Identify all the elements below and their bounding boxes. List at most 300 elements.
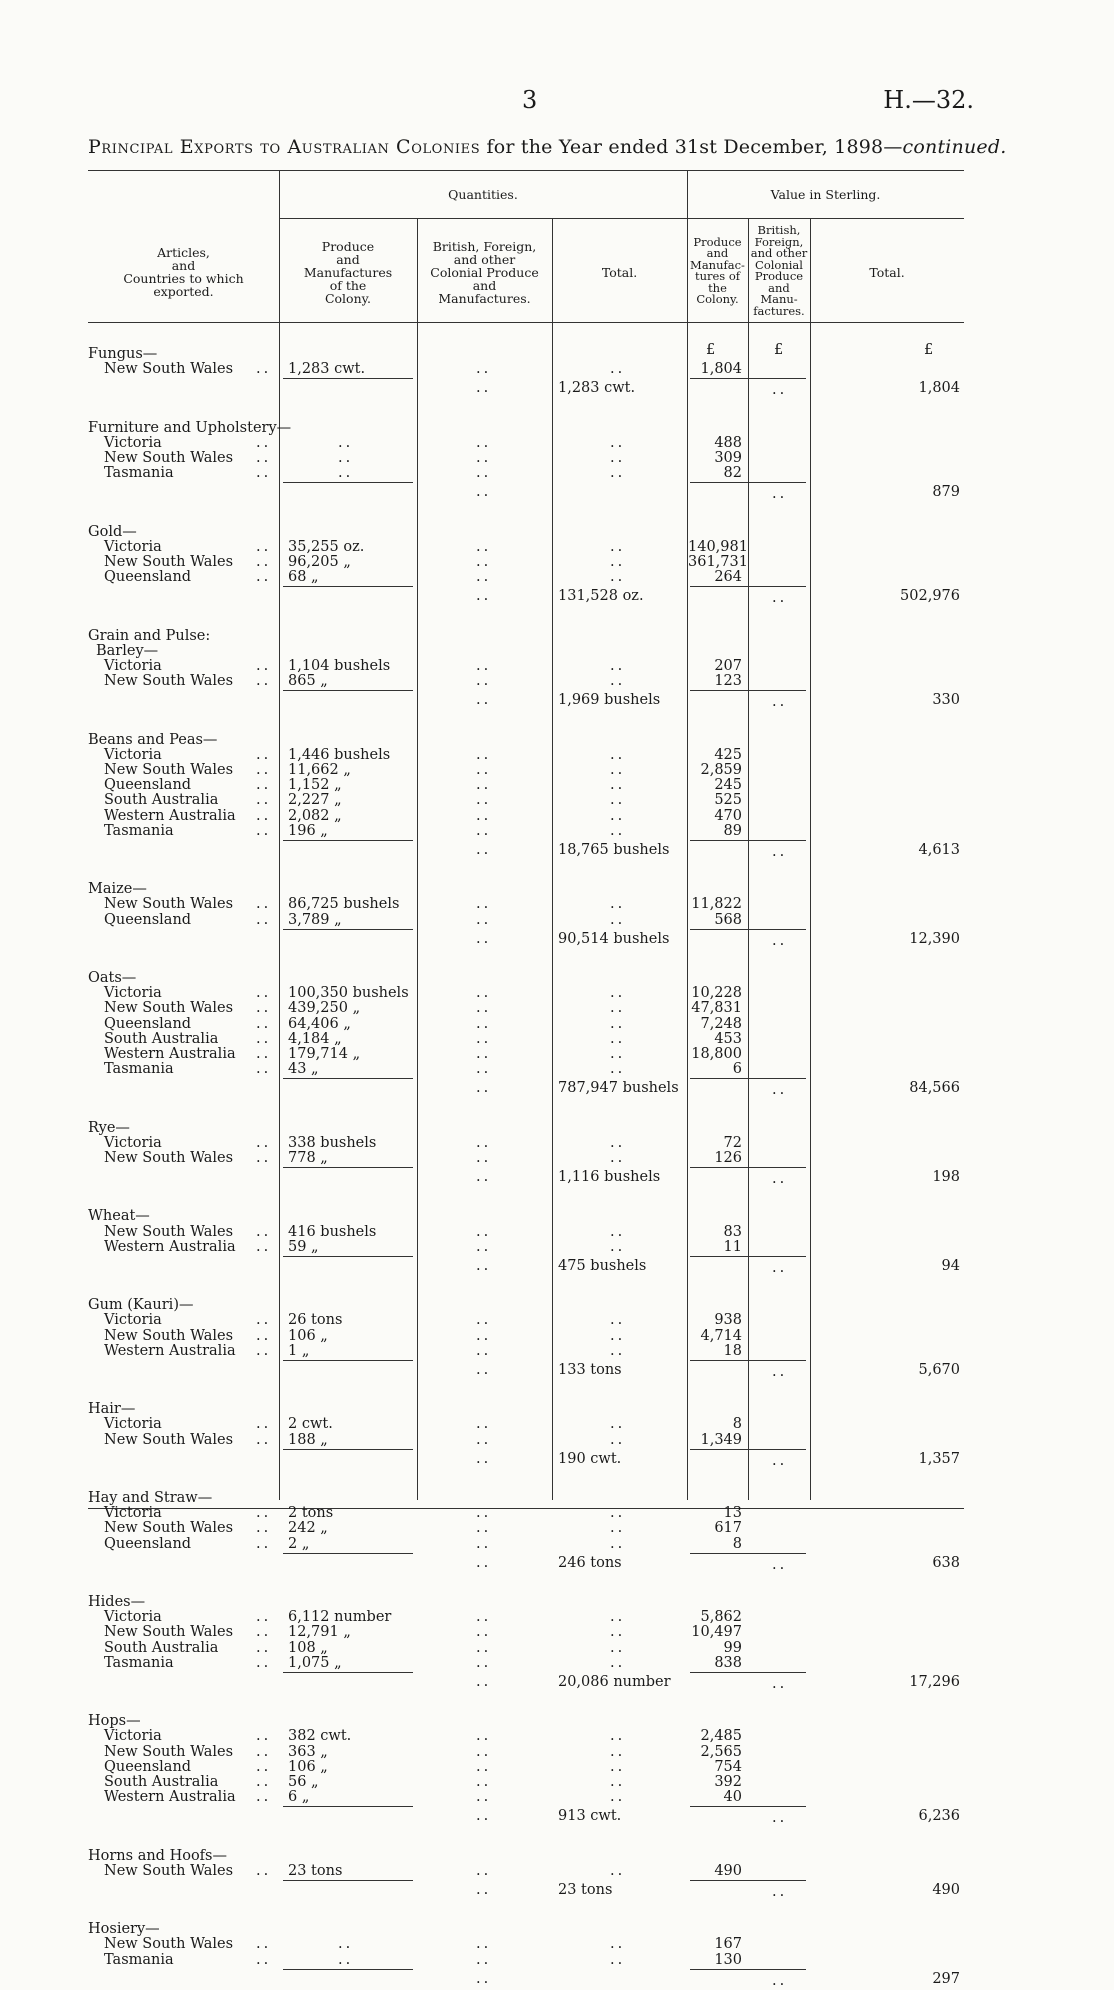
row-country: South Australia xyxy=(104,792,219,809)
row-leader-dots: .. xyxy=(256,1774,272,1790)
row-country: Western Australia xyxy=(104,1789,236,1806)
subtotal-rule-qty xyxy=(283,840,413,841)
row-british-empty: .. xyxy=(476,1431,492,1448)
total-british-empty: .. xyxy=(476,1554,492,1571)
header-bottom-rule xyxy=(88,322,964,323)
group-total-value: 5,670 xyxy=(918,1362,960,1378)
row-quantity: 865 „ xyxy=(288,673,328,690)
row-value: 7,248 xyxy=(700,1015,742,1032)
row-total-empty: .. xyxy=(610,538,626,555)
row-leader-dots: .. xyxy=(256,1150,272,1166)
row-country: Victoria xyxy=(104,746,162,763)
row-country: Tasmania xyxy=(104,465,174,482)
row-british-empty: .. xyxy=(476,1936,492,1953)
row-british-empty: .. xyxy=(476,1223,492,1240)
row-leader-dots: .. xyxy=(256,1609,272,1626)
row-quantity: 96,205 „ xyxy=(288,554,351,570)
row-country: New South Wales xyxy=(104,1743,234,1760)
row-country: Victoria xyxy=(104,1312,162,1329)
row-value: 264 xyxy=(714,569,742,586)
row-total-empty: .. xyxy=(610,896,626,913)
row-total-empty: .. xyxy=(610,450,626,466)
row-total-empty: .. xyxy=(610,1639,626,1656)
row-quantity: 188 „ xyxy=(288,1431,328,1448)
subtotal-rule-value xyxy=(690,1167,806,1168)
row-total-empty: .. xyxy=(610,1342,626,1359)
row-leader-dots: .. xyxy=(256,1505,272,1522)
header-value-in-sterling: Value in Sterling. xyxy=(770,186,881,202)
total-british-empty: .. xyxy=(476,1258,492,1274)
row-leader-dots: .. xyxy=(256,1639,272,1656)
row-country: South Australia xyxy=(104,1030,219,1047)
row-value: 47,831 xyxy=(691,1000,742,1017)
header-value-british: British, Foreign, and other Colonial Produce and Manu- factures. xyxy=(750,223,808,318)
row-total-empty: .. xyxy=(610,762,626,778)
total-british-empty: .. xyxy=(476,1080,492,1097)
total-value-british-empty: .. xyxy=(772,844,788,860)
total-value-british-empty: .. xyxy=(772,382,788,399)
row-total-empty: .. xyxy=(610,1030,626,1047)
page-reference: H.—32. xyxy=(883,86,974,114)
row-value: 18,800 xyxy=(691,1046,742,1062)
row-quantity: 363 „ xyxy=(288,1743,328,1760)
row-total-empty: .. xyxy=(610,673,626,690)
total-value-british-empty: .. xyxy=(772,1972,788,1989)
row-quantity: 439,250 „ xyxy=(288,1000,361,1017)
header-articles: Articles, and Countries to which exported. xyxy=(123,245,244,299)
header-value-produce: Produce and Manufac- tures of the Colony. xyxy=(690,234,745,306)
total-british-empty: .. xyxy=(476,1882,492,1898)
total-british-empty: .. xyxy=(476,1362,492,1378)
row-leader-dots: .. xyxy=(256,1327,272,1344)
group-title: Hosiery— xyxy=(88,1921,160,1938)
group-total-value: 879 xyxy=(932,484,960,501)
subtotal-rule-value xyxy=(690,1256,806,1257)
row-quantity: 68 „ xyxy=(288,569,319,586)
total-british-empty: .. xyxy=(476,588,492,605)
row-british-empty: .. xyxy=(476,538,492,555)
row-leader-dots: .. xyxy=(256,361,272,378)
group-total-value: 490 xyxy=(932,1882,960,1898)
group-title: Beans and Peas— xyxy=(88,731,218,748)
row-british-empty: .. xyxy=(476,985,492,1002)
row-total-empty: .. xyxy=(610,658,626,674)
row-british-empty: .. xyxy=(476,896,492,913)
row-country: South Australia xyxy=(104,1639,219,1656)
subtotal-rule-qty xyxy=(283,378,413,379)
row-country: Victoria xyxy=(104,1505,162,1522)
subtotal-rule-qty xyxy=(283,1078,413,1079)
row-total-empty: .. xyxy=(610,1936,626,1953)
row-total-empty: .. xyxy=(610,1000,626,1017)
row-leader-dots: .. xyxy=(256,1535,272,1552)
row-leader-dots: .. xyxy=(256,1520,272,1537)
row-leader-dots: .. xyxy=(256,1624,272,1641)
row-country: Victoria xyxy=(104,434,162,451)
row-value: 392 xyxy=(714,1774,742,1790)
row-value: 2,565 xyxy=(700,1743,742,1760)
row-country: Victoria xyxy=(104,1416,162,1433)
group-title: Hides— xyxy=(88,1594,146,1610)
row-leader-dots: .. xyxy=(256,1789,272,1806)
row-country: Victoria xyxy=(104,658,162,674)
row-british-empty: .. xyxy=(476,1639,492,1656)
row-total-empty: .. xyxy=(610,1609,626,1626)
row-country: Queensland xyxy=(104,569,192,586)
row-leader-dots: .. xyxy=(256,1238,272,1255)
group-total-value: 6,236 xyxy=(918,1808,960,1825)
row-quantity: 106 „ xyxy=(288,1327,328,1344)
row-country: Queensland xyxy=(104,777,192,794)
group-total-value: 4,613 xyxy=(918,842,960,858)
group-total-value: 198 xyxy=(932,1169,960,1186)
row-quantity: 106 „ xyxy=(288,1758,328,1775)
row-quantity: 1,104 bushels xyxy=(288,658,391,674)
row-country: New South Wales xyxy=(104,450,234,466)
subtotal-rule-qty xyxy=(283,690,413,691)
row-value: 525 xyxy=(714,792,742,809)
row-total-empty: .. xyxy=(610,911,626,928)
subtotal-rule-qty xyxy=(283,1256,413,1257)
group-title: Maize— xyxy=(88,881,147,898)
row-british-empty: .. xyxy=(476,434,492,451)
row-total-empty: .. xyxy=(610,1431,626,1448)
group-title: Hops— xyxy=(88,1713,141,1730)
subtotal-rule-qty xyxy=(283,1553,413,1554)
subtotal-rule-value xyxy=(690,690,806,691)
pound-sign-total: £ xyxy=(924,342,934,358)
row-quantity: 1,152 „ xyxy=(288,777,342,794)
row-quantity: 1,283 cwt. xyxy=(288,361,366,378)
row-value: 130 xyxy=(714,1951,742,1968)
row-value: 82 xyxy=(723,465,742,482)
row-country: New South Wales xyxy=(104,1624,234,1641)
row-british-empty: .. xyxy=(476,1046,492,1062)
total-british-empty: .. xyxy=(476,1674,492,1690)
row-value: 245 xyxy=(714,777,742,794)
group-title: Furniture and Upholstery— xyxy=(88,419,292,436)
row-value: 8 xyxy=(732,1416,742,1433)
row-british-empty: .. xyxy=(476,465,492,482)
row-value: 6 xyxy=(732,1061,742,1078)
page-number: 3 xyxy=(522,86,538,114)
row-country: Tasmania xyxy=(104,1654,174,1671)
row-total-empty: .. xyxy=(610,1520,626,1537)
pound-sign-produce: £ xyxy=(706,342,716,358)
row-quantity: 3,789 „ xyxy=(288,911,342,928)
row-quantity: 416 bushels xyxy=(288,1223,377,1240)
row-british-empty: .. xyxy=(476,1416,492,1433)
group-title: Oats— xyxy=(88,970,137,986)
row-qty-empty: .. xyxy=(338,434,354,451)
row-total-empty: .. xyxy=(610,1416,626,1433)
row-country: New South Wales xyxy=(104,1223,234,1240)
row-value: 8 xyxy=(732,1535,742,1552)
row-value: 754 xyxy=(714,1758,742,1775)
row-country: New South Wales xyxy=(104,1327,234,1344)
title-period: for the Year ended 31st December, 1898— xyxy=(480,136,903,158)
row-country: Tasmania xyxy=(104,1061,174,1078)
row-quantity: 179,714 „ xyxy=(288,1046,361,1062)
row-value: 11,822 xyxy=(691,896,742,913)
row-country: New South Wales xyxy=(104,1000,234,1017)
subtotal-rule-qty xyxy=(283,1806,413,1807)
row-quantity: 778 „ xyxy=(288,1150,328,1166)
group-total-value: 502,976 xyxy=(900,588,960,605)
row-quantity: 108 „ xyxy=(288,1639,328,1656)
row-value: 470 xyxy=(714,807,742,824)
row-british-empty: .. xyxy=(476,569,492,586)
row-total-empty: .. xyxy=(610,777,626,794)
subtotal-rule-qty xyxy=(283,1969,413,1970)
table-bottom-rule xyxy=(88,1508,964,1509)
row-total-empty: .. xyxy=(610,1505,626,1522)
row-british-empty: .. xyxy=(476,361,492,378)
row-value: 1,349 xyxy=(700,1431,742,1448)
row-leader-dots: .. xyxy=(256,658,272,674)
row-country: New South Wales xyxy=(104,1936,234,1953)
row-country: Queensland xyxy=(104,1758,192,1775)
total-british-empty: .. xyxy=(476,842,492,858)
group-total-quantity: 131,528 oz. xyxy=(558,588,644,605)
row-leader-dots: .. xyxy=(256,746,272,763)
total-value-british-empty: .. xyxy=(772,932,788,949)
row-value: 83 xyxy=(723,1223,742,1240)
subtotal-rule-value xyxy=(690,1360,806,1361)
row-quantity: 2 tons xyxy=(288,1505,334,1522)
row-value: 89 xyxy=(723,822,742,839)
subtotal-rule-value xyxy=(690,586,806,587)
row-british-empty: .. xyxy=(476,1134,492,1151)
total-british-empty: .. xyxy=(476,1169,492,1186)
row-country: Victoria xyxy=(104,1609,162,1626)
row-total-empty: .. xyxy=(610,1951,626,1968)
row-total-empty: .. xyxy=(610,569,626,586)
row-leader-dots: .. xyxy=(256,1134,272,1151)
row-leader-dots: .. xyxy=(256,1862,272,1879)
row-leader-dots: .. xyxy=(256,1951,272,1968)
row-total-empty: .. xyxy=(610,1758,626,1775)
row-total-empty: .. xyxy=(610,1728,626,1745)
row-british-empty: .. xyxy=(476,822,492,839)
row-quantity: 1 „ xyxy=(288,1342,310,1359)
row-country: Queensland xyxy=(104,911,192,928)
row-country: Tasmania xyxy=(104,1951,174,1968)
row-country: New South Wales xyxy=(104,673,234,690)
row-total-empty: .. xyxy=(610,1061,626,1078)
row-leader-dots: .. xyxy=(256,1431,272,1448)
group-total-quantity: 787,947 bushels xyxy=(558,1080,679,1097)
group-total-value: 638 xyxy=(932,1554,960,1571)
row-quantity: 1,446 bushels xyxy=(288,746,391,763)
subtotal-rule-qty xyxy=(283,482,413,483)
col-divider-5 xyxy=(748,218,749,1500)
group-total-quantity: 90,514 bushels xyxy=(558,930,670,947)
group-title: Wheat— xyxy=(88,1208,150,1225)
group-total-value: 330 xyxy=(932,692,960,709)
row-total-empty: .. xyxy=(610,1015,626,1032)
row-country: New South Wales xyxy=(104,896,234,913)
row-value: 617 xyxy=(714,1520,742,1537)
row-total-empty: .. xyxy=(610,434,626,451)
row-british-empty: .. xyxy=(476,1951,492,1968)
row-country: Victoria xyxy=(104,538,162,555)
row-british-empty: .. xyxy=(476,1862,492,1879)
total-british-empty: .. xyxy=(476,1450,492,1467)
row-qty-empty: .. xyxy=(338,1936,354,1953)
group-total-quantity: 475 bushels xyxy=(558,1258,647,1274)
total-value-british-empty: .. xyxy=(772,1452,788,1469)
row-leader-dots: .. xyxy=(256,1223,272,1240)
row-total-empty: .. xyxy=(610,1327,626,1344)
subtotal-rule-value xyxy=(690,840,806,841)
subtotal-rule-value xyxy=(690,1449,806,1450)
row-value: 4,714 xyxy=(700,1327,742,1344)
subtotal-rule-value xyxy=(690,378,806,379)
group-total-quantity: 1,283 cwt. xyxy=(558,380,636,397)
group-total-quantity: 190 cwt. xyxy=(558,1450,622,1467)
row-leader-dots: .. xyxy=(256,1015,272,1032)
row-british-empty: .. xyxy=(476,1774,492,1790)
subtotal-rule-value xyxy=(690,1672,806,1673)
row-total-empty: .. xyxy=(610,1223,626,1240)
row-british-empty: .. xyxy=(476,1505,492,1522)
row-british-empty: .. xyxy=(476,1061,492,1078)
row-total-empty: .. xyxy=(610,1150,626,1166)
row-total-empty: .. xyxy=(610,1312,626,1329)
row-quantity: 35,255 oz. xyxy=(288,538,365,555)
subtotal-rule-qty xyxy=(283,1449,413,1450)
subtotal-rule-qty xyxy=(283,586,413,587)
row-quantity: 6 „ xyxy=(288,1789,310,1806)
row-value: 5,862 xyxy=(700,1609,742,1626)
row-quantity: 59 „ xyxy=(288,1238,319,1255)
row-leader-dots: .. xyxy=(256,1046,272,1062)
row-quantity: 12,791 „ xyxy=(288,1624,351,1641)
subtotal-rule-qty xyxy=(283,929,413,930)
row-country: New South Wales xyxy=(104,554,234,570)
title-continued: continued. xyxy=(902,136,1007,158)
row-leader-dots: .. xyxy=(256,1312,272,1329)
row-quantity: 2,227 „ xyxy=(288,792,342,809)
row-qty-empty: .. xyxy=(338,465,354,482)
row-british-empty: .. xyxy=(476,1238,492,1255)
row-value: 10,497 xyxy=(691,1624,742,1641)
row-total-empty: .. xyxy=(610,1238,626,1255)
row-leader-dots: .. xyxy=(256,1342,272,1359)
group-title: Rye— xyxy=(88,1119,130,1136)
row-british-empty: .. xyxy=(476,777,492,794)
row-value: 1,804 xyxy=(700,361,742,378)
row-country: Victoria xyxy=(104,985,162,1002)
group-title: Fungus— xyxy=(88,346,158,362)
total-value-british-empty: .. xyxy=(772,486,788,503)
row-leader-dots: .. xyxy=(256,807,272,824)
row-value: 11 xyxy=(723,1238,742,1255)
row-country: Western Australia xyxy=(104,807,236,824)
row-leader-dots: .. xyxy=(256,777,272,794)
row-british-empty: .. xyxy=(476,450,492,466)
total-value-british-empty: .. xyxy=(772,694,788,711)
header-value-total: Total. xyxy=(869,264,905,280)
row-qty-empty: .. xyxy=(338,1951,354,1968)
subtotal-rule-qty xyxy=(283,1672,413,1673)
row-quantity: 86,725 bushels xyxy=(288,896,400,913)
row-leader-dots: .. xyxy=(256,762,272,778)
row-total-empty: .. xyxy=(610,1535,626,1552)
group-title: Hay and Straw— xyxy=(88,1490,213,1506)
group-total-value: 84,566 xyxy=(909,1080,960,1097)
subtotal-rule-value xyxy=(690,1078,806,1079)
row-leader-dots: .. xyxy=(256,554,272,570)
row-value: 126 xyxy=(714,1150,742,1166)
title-main: Principal Exports to Australian Colonies xyxy=(88,136,481,158)
subtotal-rule-qty xyxy=(283,1880,413,1881)
group-subtitle: Barley— xyxy=(96,642,159,659)
row-value: 10,228 xyxy=(691,985,742,1002)
row-quantity: 2,082 „ xyxy=(288,807,342,824)
total-value-british-empty: .. xyxy=(772,1884,788,1900)
pound-sign-british: £ xyxy=(774,342,784,358)
row-leader-dots: .. xyxy=(256,538,272,555)
row-total-empty: .. xyxy=(610,1774,626,1790)
total-value-british-empty: .. xyxy=(772,1810,788,1827)
group-total-quantity: 246 tons xyxy=(558,1554,622,1571)
row-british-empty: .. xyxy=(476,1000,492,1017)
row-value: 40 xyxy=(723,1789,742,1806)
total-british-empty: .. xyxy=(476,1808,492,1825)
row-leader-dots: .. xyxy=(256,1758,272,1775)
row-value: 2,485 xyxy=(700,1728,742,1745)
row-british-empty: .. xyxy=(476,1789,492,1806)
total-value-british-empty: .. xyxy=(772,1676,788,1692)
row-british-empty: .. xyxy=(476,1654,492,1671)
row-british-empty: .. xyxy=(476,1030,492,1047)
row-leader-dots: .. xyxy=(256,1743,272,1760)
header-produce: Produce and Manufactures of the Colony. xyxy=(303,238,393,306)
row-total-empty: .. xyxy=(610,554,626,570)
row-country: New South Wales xyxy=(104,1862,234,1879)
row-leader-dots: .. xyxy=(256,1061,272,1078)
row-total-empty: .. xyxy=(610,1743,626,1760)
total-value-british-empty: .. xyxy=(772,1171,788,1188)
row-value: 2,859 xyxy=(700,762,742,778)
col-divider-2 xyxy=(417,218,418,1500)
row-total-empty: .. xyxy=(610,1862,626,1879)
row-british-empty: .. xyxy=(476,1535,492,1552)
row-country: Victoria xyxy=(104,1134,162,1151)
group-title: Grain and Pulse: xyxy=(88,627,211,644)
row-british-empty: .. xyxy=(476,1758,492,1775)
row-quantity: 4,184 „ xyxy=(288,1030,342,1047)
subtotal-rule-value xyxy=(690,1880,806,1881)
row-country: Queensland xyxy=(104,1535,192,1552)
row-total-empty: .. xyxy=(610,985,626,1002)
row-quantity: 100,350 bushels xyxy=(288,985,409,1002)
row-total-empty: .. xyxy=(610,465,626,482)
row-british-empty: .. xyxy=(476,1743,492,1760)
group-total-value: 12,390 xyxy=(909,930,960,947)
group-total-quantity: 23 tons xyxy=(558,1882,613,1898)
row-value: 207 xyxy=(714,658,742,674)
header-quantities: Quantities. xyxy=(448,186,518,202)
row-total-empty: .. xyxy=(610,361,626,378)
row-leader-dots: .. xyxy=(256,985,272,1002)
row-leader-dots: .. xyxy=(256,1728,272,1745)
subtotal-rule-value xyxy=(690,1553,806,1554)
row-quantity: 26 tons xyxy=(288,1312,343,1329)
col-divider-6 xyxy=(810,218,811,1500)
